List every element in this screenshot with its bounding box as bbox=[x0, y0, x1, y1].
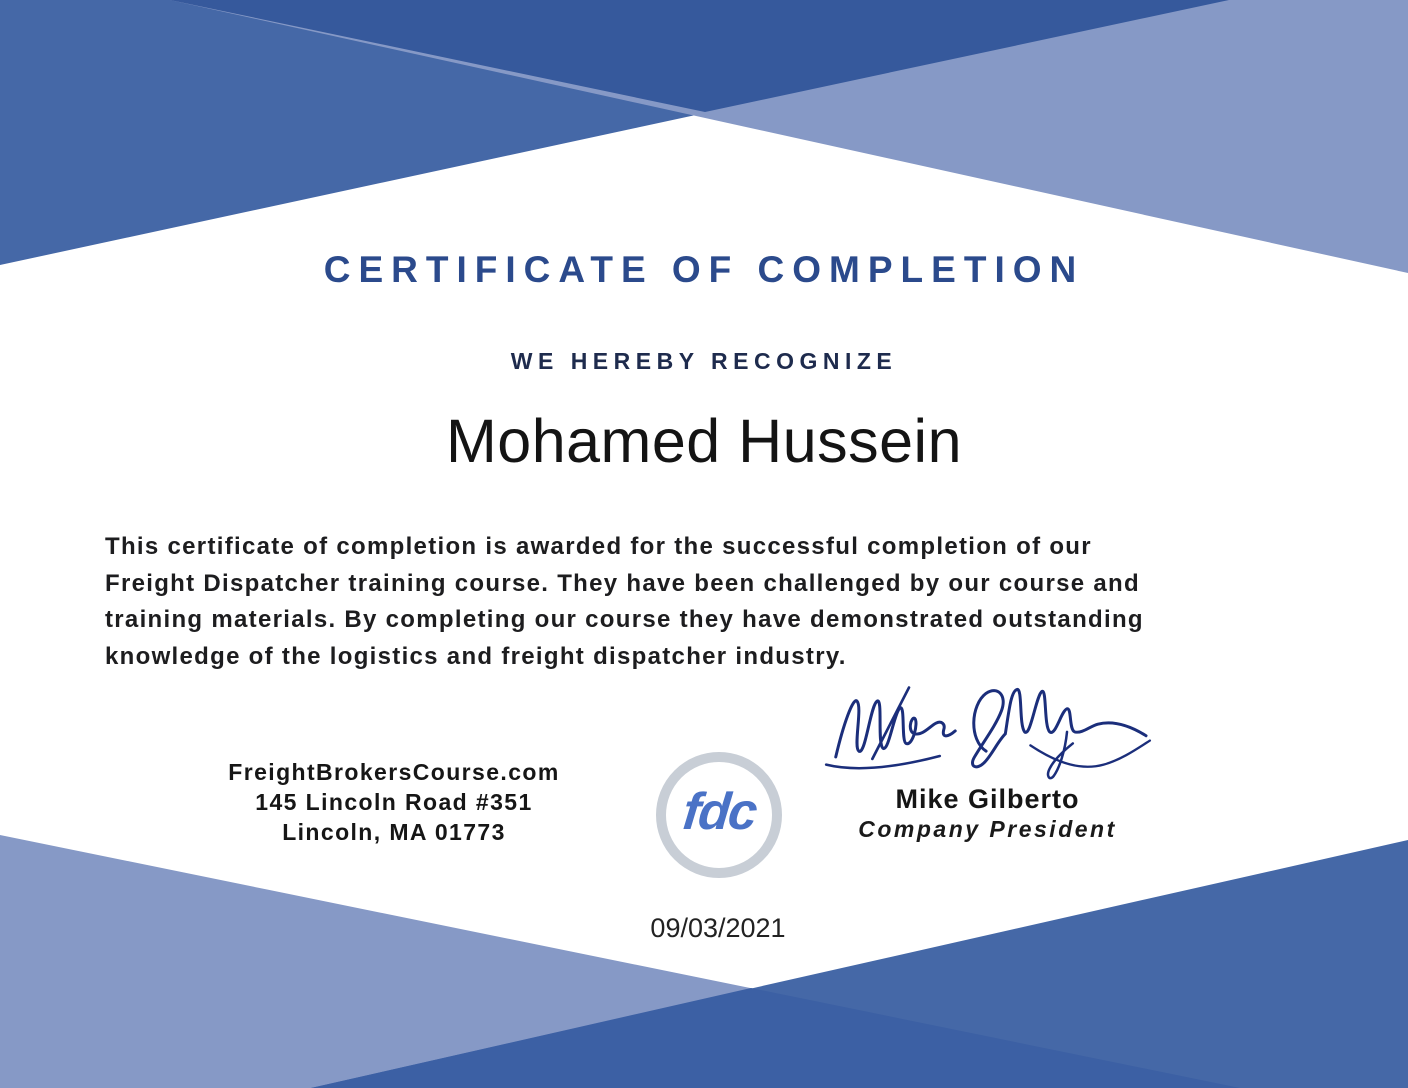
signer-title: Company President bbox=[858, 816, 1117, 842]
organization-address-line2: Lincoln, MA 01773 bbox=[282, 819, 506, 845]
body-line-4: knowledge of the logistics and freight dispatcher industry. bbox=[105, 642, 847, 670]
handwritten-signature-icon bbox=[822, 676, 1154, 782]
signature-stroke-descender bbox=[1048, 732, 1073, 778]
certificate-subtitle: WE HEREBY RECOGNIZE bbox=[510, 348, 898, 374]
signature-stroke-flourish bbox=[1030, 741, 1149, 767]
fdc-logo-text: fdc bbox=[680, 783, 759, 841]
organization-address-line1: 145 Lincoln Road #351 bbox=[255, 789, 533, 815]
signer-name: Mike Gilberto bbox=[895, 784, 1080, 814]
fdc-logo bbox=[656, 752, 782, 878]
body-line-1: This certificate of completion is awarded for the successful completion of our bbox=[105, 533, 1092, 560]
certificate-body-paragraph bbox=[105, 529, 1144, 675]
certificate-title: CERTIFICATE OF COMPLETION bbox=[323, 249, 1085, 290]
completion-date: 09/03/2021 bbox=[650, 913, 786, 943]
recipient-name: Mohamed Hussein bbox=[445, 407, 963, 475]
signature-stroke-underline-left bbox=[826, 756, 940, 768]
organization-website: FreightBrokersCourse.com bbox=[228, 759, 560, 785]
organization-address-block bbox=[159, 757, 629, 847]
body-line-2: Freight Dispatcher training course. They have been challenged by our course and bbox=[105, 569, 1140, 597]
body-line-3: training materials. By completing our course they have demonstrated outstanding bbox=[105, 606, 1144, 633]
signature-stroke-first-name bbox=[836, 701, 955, 757]
